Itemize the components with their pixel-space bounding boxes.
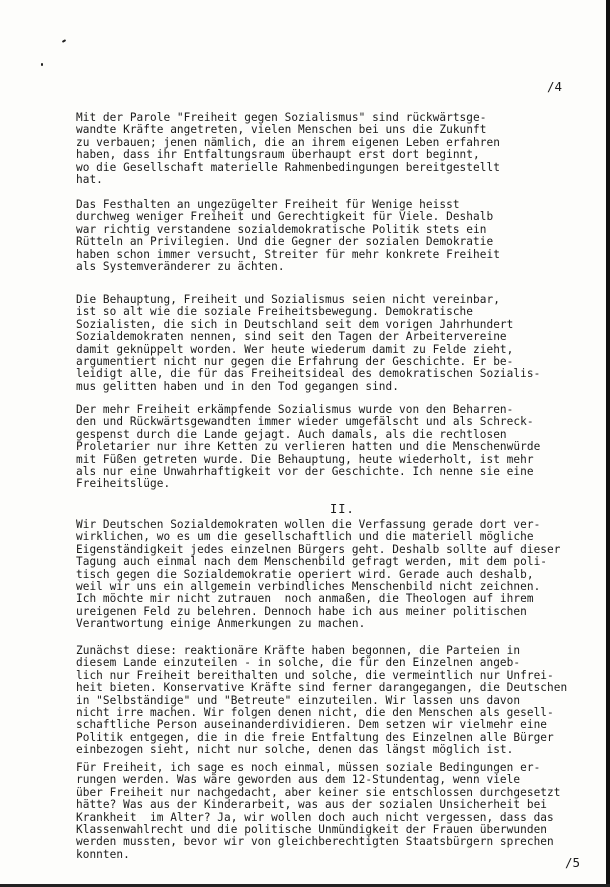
- text-line: als nur eine Unwahrhaftigkeit vor der Geschichte. Ich nenne sie eine: [76, 464, 534, 478]
- page-number-top: /4: [547, 79, 563, 94]
- text-line: wandte Kräfte angetreten, vielen Menschen bei uns die Zukunft: [76, 123, 487, 137]
- scan-edge-right: [606, 0, 610, 887]
- text-line: mit Füßen getreten wurde. Die Behauptung, heute wiederholt, ist mehr: [76, 452, 534, 466]
- paragraph-7: [76, 762, 561, 861]
- text-line: Klassenwahlrecht und die politische Unmündigkeit der Frauen überwunden: [76, 822, 548, 836]
- text-line: Für Freiheit, ich sage es noch einmal, müssen soziale Bedingungen er-: [76, 761, 541, 774]
- ink-speck: [62, 39, 66, 43]
- text-line: als Systemveränderer zu ächten.: [76, 259, 285, 273]
- text-line: über Freiheit nur nachgedacht, aber keiner sie entschlossen durchgesetzt: [76, 785, 561, 799]
- ink-speck: [41, 63, 43, 66]
- text-line: Die Behauptung, Freiheit und Sozialismus seien nicht vereinbar,: [76, 293, 500, 306]
- paragraph-2: [76, 199, 500, 273]
- text-line: werden mussten, bevor wir von gleichberechtigten Staatsbürgern sprechen: [76, 835, 554, 849]
- text-line: in "Selbständige" und "Betreute" einzuteilen. Wir lassen uns davon: [76, 693, 521, 707]
- text-line: Politik entgegen, die in die freie Entfaltung des Einzelnen alle Bürger: [76, 730, 554, 744]
- text-line: Krankheit im Alter? Ja, wir wollen doch auch nicht vergessen, dass das: [76, 810, 554, 824]
- text-line: Ich möchte mir nicht zutrauen noch anmaßen, die Theologen auf ihrem: [76, 592, 534, 606]
- text-line: nicht irre machen. Wir folgen denen nicht, die den Menschen als gesell-: [76, 705, 554, 719]
- text-line: wirklichen, wo es um die gesellschaftlich und die materiell mögliche: [76, 530, 534, 544]
- text-line: Verantwortung einige Anmerkungen zu machen.: [76, 617, 366, 631]
- text-line: weil wir uns ein allgemein verbindliches Menschenbild nicht zeichnen.: [76, 579, 541, 593]
- text-line: zu verbauen; jenen nämlich, die an ihrem eigenen Leben erfahren: [76, 135, 500, 149]
- text-line: durchweg weniger Freiheit und Gerechtigkeit für Viele. Deshalb: [76, 210, 494, 224]
- text-line: Zunächst diese: reaktionäre Kräfte haben begonnen, die Parteien in: [76, 644, 521, 657]
- text-line: haben, dass ihr Entfaltungsraum überhaupt erst dort beginnt,: [76, 148, 480, 162]
- text-line: haben schon immer versucht, Streiter für mehr konkrete Freiheit: [76, 247, 500, 261]
- text-line: Freiheitslüge.: [76, 477, 171, 491]
- text-line: Wir Deutschen Sozialdemokraten wollen die Verfassung gerade dort ver-: [76, 518, 541, 531]
- text-line: diesem Lande einzuteilen - in solche, die für den Einzelnen angeb-: [76, 656, 521, 670]
- text-line: rungen werden. Was wäre geworden aus dem 12-Stundentag, wenn viele: [76, 773, 521, 787]
- text-line: Rütteln an Privilegien. Und die Gegner der sozialen Demokratie: [76, 235, 494, 249]
- paragraph-4: [76, 404, 540, 491]
- text-line: konnten.: [76, 847, 130, 861]
- text-line: war richtig verstandene sozialdemokratische Politik stets ein: [76, 222, 487, 236]
- paragraph-3: [76, 294, 540, 393]
- text-line: Tagung auch einmal nach dem Menschenbild gefragt werden, mit dem poli-: [76, 555, 548, 569]
- text-line: Eigenständigkeit jedes einzelnen Bürgers geht. Deshalb sollte auf dieser: [76, 542, 561, 556]
- page-number-bottom: /5: [565, 855, 581, 870]
- text-line: mus gelitten haben und in den Tod gegangen sind.: [76, 379, 399, 393]
- text-line: hätte? Was aus der Kinderarbeit, was aus der sozialen Unsicherheit bei: [76, 798, 548, 812]
- text-line: leidigt alle, die für das Freiheitsideal des demokratischen Sozialis-: [76, 367, 541, 381]
- text-line: Proletarier nur ihre Ketten zu verlieren hatten und die Menschenwürde: [76, 440, 541, 454]
- text-line: damit geknüppelt worden. Wer heute wiederum damit zu Felde zieht,: [76, 342, 514, 356]
- text-line: Der mehr Freiheit erkämpfende Sozialismus wurde von den Beharren-: [76, 403, 514, 416]
- text-line: heit bieten. Konservative Kräfte sind ferner darangegangen, die Deutschen: [76, 681, 568, 695]
- text-line: Sozialdemokraten nennen, sind seit den Tagen der Arbeitervereine: [76, 330, 507, 344]
- text-line: Das Festhalten an ungezügelter Freiheit für Wenige heisst: [76, 198, 460, 211]
- text-line: ist so alt wie die soziale Freiheitsbewegung. Demokratische: [76, 305, 474, 319]
- text-line: Mit der Parole "Freiheit gegen Sozialismus" sind rückwärtsge-: [76, 111, 487, 124]
- text-line: hat.: [76, 172, 103, 186]
- text-line: schaftliche Person auseinanderdividieren. Dem setzen wir vielmehr eine: [76, 718, 548, 732]
- text-line: wo die Gesellschaft materielle Rahmenbedingungen bereitgestellt: [76, 160, 500, 174]
- text-line: den und Rückwärtsgewandten immer wieder umgefälscht und als Schreck-: [76, 415, 534, 429]
- text-line: lich nur Freiheit bereithalten und solche, die vermeintlich nur Unfrei-: [76, 668, 554, 682]
- text-line: Sozialisten, die sich in Deutschland seit dem vorigen Jahrhundert: [76, 317, 514, 331]
- text-line: einbezogen sieht, nicht nur solche, denen das längst möglich ist.: [76, 743, 514, 757]
- paragraph-1: [76, 112, 500, 186]
- text-line: argumentiert nicht nur gegen die Erfahrung der Geschichte. Er be-: [76, 354, 514, 368]
- text-line: gespenst durch die Lande gejagt. Auch damals, als die rechtlosen: [76, 427, 507, 441]
- text-line: tisch gegen die Sozialdemokratie operiert wird. Gerade auch deshalb,: [76, 567, 534, 581]
- text-line: ureigenen Feld zu belehren. Dennoch habe ich aus meiner politischen: [76, 604, 527, 618]
- paragraph-6: [76, 645, 567, 757]
- paragraph-5: [76, 519, 561, 631]
- section-heading: II.: [330, 502, 355, 516]
